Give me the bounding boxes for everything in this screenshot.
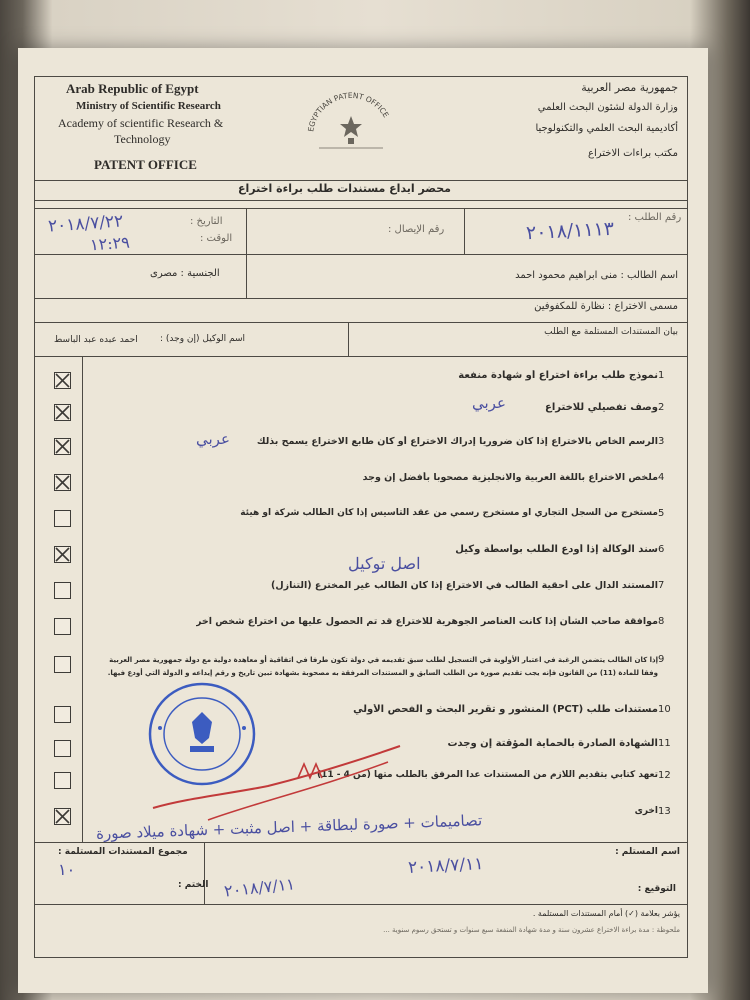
checklist-item-7-text: المستند الدال على أحقية الطالب في الاختراع إذا كان الطالب غير المخترع (التنازل) bbox=[271, 580, 658, 591]
documents-label: بيان المستندات المستلمة مع الطلب bbox=[544, 327, 678, 337]
logo-text: EGYPTIAN PATENT OFFICE bbox=[306, 90, 391, 133]
invention-title: مسمى الاختراع : نظارة للمكفوفين bbox=[534, 301, 678, 312]
checklist-item-12-number: 12 bbox=[658, 770, 671, 781]
header-en-country: Arab Republic of Egypt bbox=[66, 81, 199, 96]
checkbox-item-13[interactable] bbox=[54, 808, 71, 825]
checklist-item-5-number: 5 bbox=[658, 508, 665, 519]
checklist-item-12-text: تعهد كتابي بتقديم اللازم من المستندات عدا المرفق بالطلب متها (من 4 - 11) bbox=[316, 770, 658, 780]
checklist-item-10-text: مستندات طلب (PCT) المنشور و تقرير البحث و الفحص الأولي bbox=[353, 704, 658, 715]
checkbox-item-9[interactable] bbox=[54, 656, 71, 673]
checklist-item-11-text: الشهادة الصادرة بالحماية المؤقتة إن وجدت bbox=[447, 738, 658, 749]
application-no-label: رقم الطلب : bbox=[628, 212, 682, 223]
form-title: محضر ايداع مستندات طلب براءة اختراع bbox=[238, 182, 451, 195]
header-ar-office: مكتب براءات الاختراع bbox=[588, 148, 678, 159]
header-ar-ministry: وزارة الدولة لشئون البحث العلمي bbox=[537, 102, 678, 113]
stamp-date-handwritten: ٢٠١٨/٧/١١ bbox=[223, 874, 296, 901]
checkbox-item-2[interactable] bbox=[54, 404, 71, 421]
item6-handwriting: اصل توكيل bbox=[348, 554, 421, 573]
checklist-item-10-number: 10 bbox=[658, 704, 671, 715]
application-no-handwritten: ٢٠١٨/١١١٣ bbox=[525, 217, 615, 245]
checkmark-legend: يؤشر بعلامة (✓) أمام المستندات المستلمة . bbox=[532, 909, 680, 918]
checklist-item-4-number: 4 bbox=[658, 472, 665, 483]
checklist-item-13-text: اخرى bbox=[634, 806, 658, 816]
signature-label: التوقيع : bbox=[637, 884, 676, 894]
checklist-item-5-text: مستخرج من السجل التجاري أو مستخرج رسمي من عقد التأسيس إذا كان الطالب شركة أو هيئة bbox=[240, 508, 658, 518]
total-documents-label: مجموع المستندات المستلمة : bbox=[58, 847, 188, 857]
checklist-item-2-number: 2 bbox=[658, 402, 665, 413]
checklist-item-6-number: 6 bbox=[658, 544, 665, 555]
checkmark-icon bbox=[55, 439, 70, 454]
red-signature-scribble bbox=[148, 738, 408, 828]
receiver-label: اسم المستلم : bbox=[615, 847, 680, 857]
checkmark-icon bbox=[55, 373, 70, 388]
header-en-office: PATENT OFFICE bbox=[94, 157, 197, 172]
checklist-item-6-text: سند الوكالة إذا أودع الطلب بواسطة وكيل bbox=[455, 544, 658, 555]
time-handwritten: ١٢:٢٩ bbox=[89, 232, 131, 255]
patent-form-sheet bbox=[18, 48, 708, 993]
patent-office-logo bbox=[301, 78, 401, 163]
nationality: الجنسية : مصرى bbox=[150, 268, 220, 279]
checkbox-item-5[interactable] bbox=[54, 510, 71, 527]
checklist-item-9-text: إذا كان الطالب يتضمن الرغبة في اعتبار الأولوية في التسجيل لطلب سبق تقديمه في دولة تكون طرفا في اتفاقية أو معاهدة دولية مع دولة جمهورية مصر العربية وفقا للمادة (11) من القانون فإنه يجب تقديم صورة من الطلب السابق و المستندات المرفقة به مصحوبة بشهادة تبين تاريخ و رقم إيداعه و الدولة التي أودع فيها. bbox=[107, 656, 658, 677]
checkbox-item-10[interactable] bbox=[54, 706, 71, 723]
header-en-academy: Academy of scientific Research & bbox=[58, 116, 224, 130]
checkmark-icon bbox=[55, 809, 70, 824]
checkbox-item-6[interactable] bbox=[54, 546, 71, 563]
checklist-item-11-number: 11 bbox=[658, 738, 671, 749]
checkbox-item-11[interactable] bbox=[54, 740, 71, 757]
receipt-label: رقم الإيصال : bbox=[388, 224, 445, 235]
checklist-item-8-number: 8 bbox=[658, 616, 665, 627]
stamp-label: الختم : bbox=[178, 880, 209, 890]
checkmark-icon bbox=[55, 475, 70, 490]
item2-handwriting: عربي bbox=[472, 394, 506, 412]
checkbox-item-1[interactable] bbox=[54, 372, 71, 389]
date-label: التاريخ : bbox=[190, 216, 223, 227]
checklist-item-2-text: وصف تفصيلي للاختراع bbox=[545, 402, 658, 413]
header-en-ministry: Ministry of Scientific Research bbox=[76, 100, 221, 112]
checklist-item-9-number: 9 bbox=[658, 654, 665, 665]
checkbox-item-8[interactable] bbox=[54, 618, 71, 635]
checkbox-item-7[interactable] bbox=[54, 582, 71, 599]
checklist-item-1-number: 1 bbox=[658, 370, 665, 381]
checkbox-item-3[interactable] bbox=[54, 438, 71, 455]
checklist-item-7-number: 7 bbox=[658, 580, 665, 591]
agent-name: احمد عبده عبد الباسط bbox=[54, 335, 138, 345]
checklist-item-4-text: ملخص الاختراع باللغة العربية والانجليزية مصحوبا بأفضل إن وجد bbox=[362, 472, 658, 483]
applicant-name: اسم الطالب : منى ابراهيم محمود احمد bbox=[515, 270, 678, 281]
checkmark-icon bbox=[55, 547, 70, 562]
item13-handwriting: تصاميمات + صورة لبطاقة + اصل مثبت + شهادة ميلاد صورة bbox=[95, 811, 483, 843]
footer-note: ملحوظة : مدة براءة الاختراع عشرون سنة و مدة شهادة المنفعة سبع سنوات و تستحق رسوم سنوية ... bbox=[383, 926, 680, 934]
checklist-item-13-number: 13 bbox=[658, 806, 671, 817]
header-ar-academy: أكاديمية البحث العلمي والتكنولوجيا bbox=[535, 123, 678, 134]
date-handwritten: ٢٠١٨/٧/٢٢ bbox=[47, 211, 124, 237]
checkbox-item-12[interactable] bbox=[54, 772, 71, 789]
item3-handwriting: عربي bbox=[196, 430, 230, 448]
header-en-technology: Technology bbox=[114, 132, 171, 146]
checklist-item-3-number: 3 bbox=[658, 436, 665, 447]
time-label: الوقت : bbox=[200, 233, 233, 244]
checklist-item-1-text: نموذج طلب براءة اختراع أو شهادة منفعة bbox=[458, 370, 658, 381]
total-documents-value: ١٠ bbox=[58, 860, 76, 879]
checkmark-icon bbox=[55, 405, 70, 420]
agent-label: اسم الوكيل (إن وجد) : bbox=[160, 334, 245, 344]
checklist-item-3-text: الرسم الخاص بالاختراع إذا كان ضروريا إدراك الاختراع أو كان طابع الاختراع يسمح بذلك bbox=[256, 436, 658, 447]
checklist-item-8-text: موافقة صاحب الشأن إذا كانت العناصر الجوهرية للاختراع قد تم الحصول عليها من اختراع شخص آخر bbox=[195, 616, 658, 627]
receiver-date-handwritten: ٢٠١٨/٧/١١ bbox=[407, 854, 484, 878]
header-ar-country: جمهورية مصر العربية bbox=[581, 81, 678, 94]
checkbox-item-4[interactable] bbox=[54, 474, 71, 491]
